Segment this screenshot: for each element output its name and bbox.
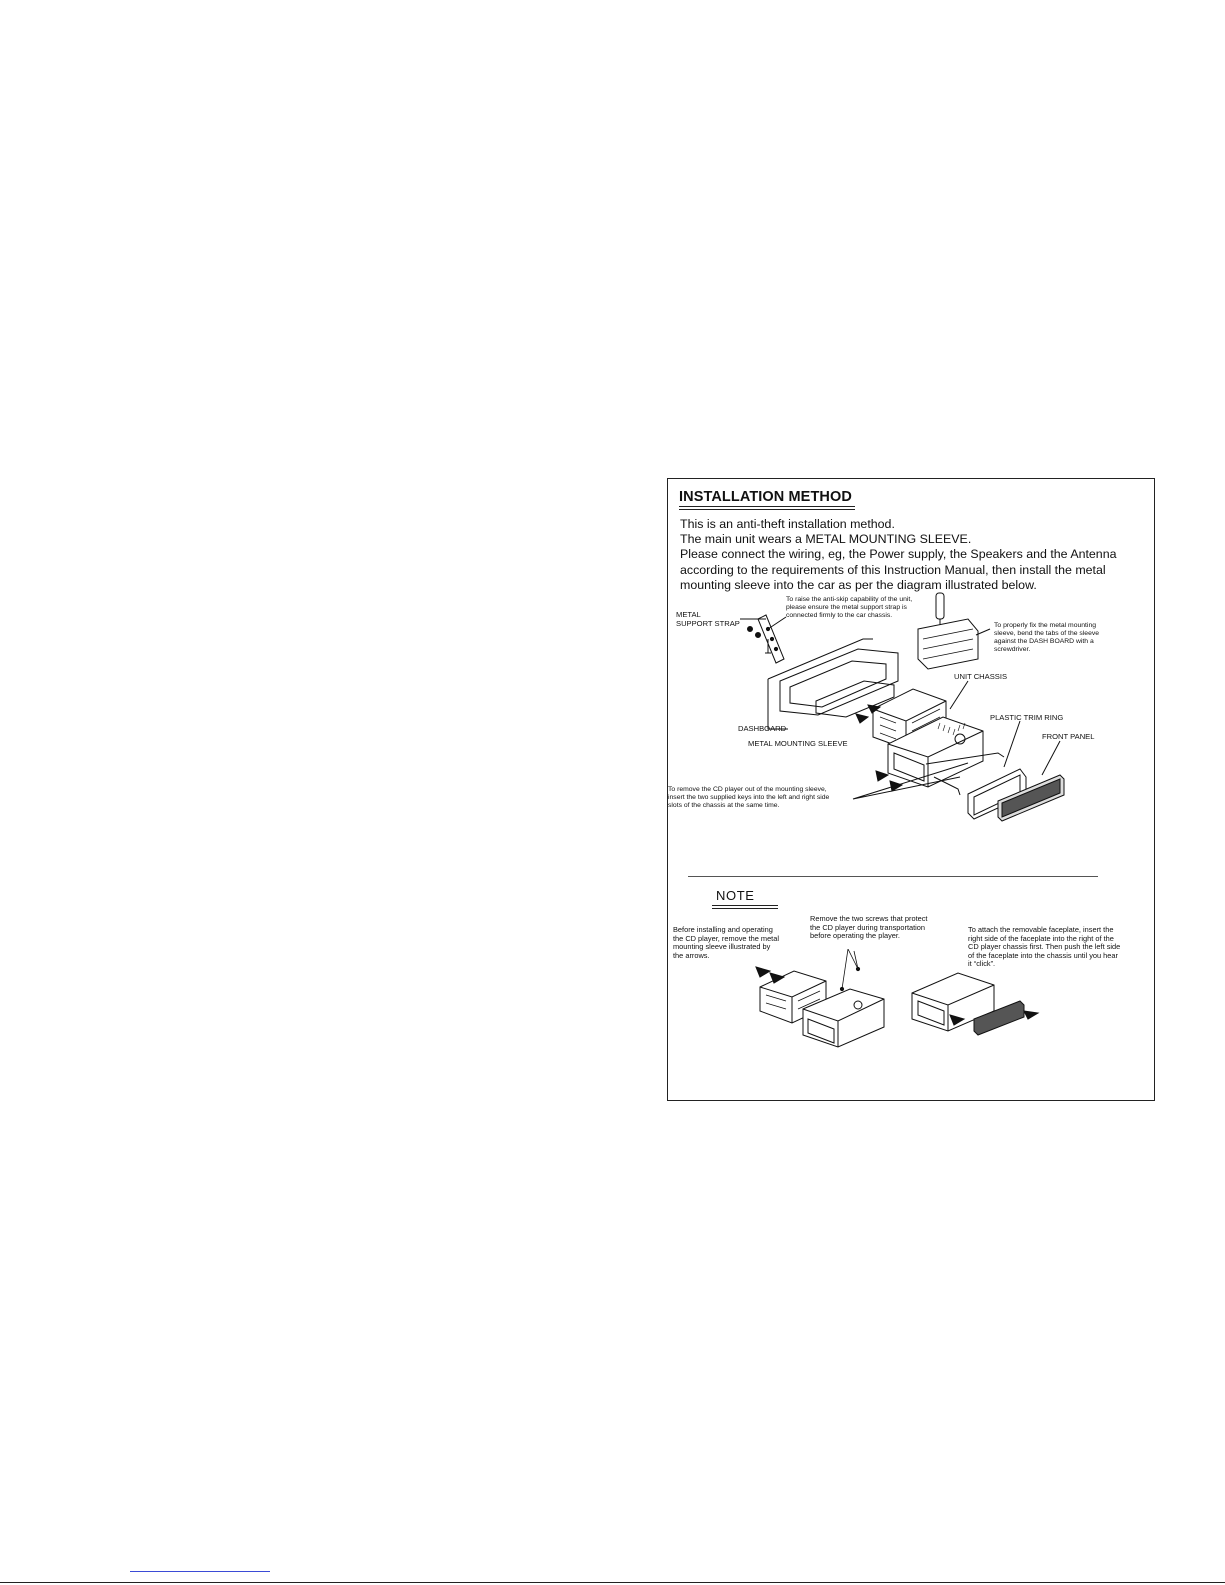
- note-column-2: [810, 915, 970, 941]
- installation-diagram: [668, 589, 1156, 839]
- note-1-line-1: Before installing and operating: [673, 925, 773, 934]
- label-metal-mounting-sleeve: METAL MOUNTING SLEEVE: [748, 739, 848, 748]
- intro-text: [680, 517, 1150, 593]
- note-faceplate-illustration: [912, 973, 1038, 1035]
- title-underline-2: [679, 509, 855, 510]
- footer-rule: [0, 1582, 1225, 1583]
- title-underline: [679, 506, 855, 507]
- note-2-line-1: Remove the two screws that protect: [810, 914, 928, 923]
- label-fix-sleeve-1: To properly fix the metal mounting: [994, 622, 1097, 629]
- section-divider: [688, 876, 1098, 877]
- note-3-line-3: CD player chassis first. Then push the left side: [968, 942, 1121, 952]
- note-2-line-2: the CD player during transportation: [810, 922, 926, 932]
- screwdriver-illustration: [918, 593, 978, 669]
- label-fix-sleeve-2: sleeve, bend the tabs of the sleeve: [994, 630, 1100, 637]
- label-remove-1: To remove the CD player out of the mounting sleeve,: [668, 786, 827, 793]
- label-anti-skip-1: To raise the anti-skip capability of the unit,: [786, 596, 913, 603]
- installation-panel: [667, 478, 1155, 1101]
- note-3-line-5: it “click”.: [968, 959, 996, 969]
- label-remove-3: slots of the chassis at the same time.: [668, 802, 780, 809]
- section-title: INSTALLATION METHOD: [679, 489, 852, 505]
- note-underline: [712, 905, 778, 906]
- note-1-line-3: mounting sleeve illustrated by: [673, 942, 771, 952]
- label-fix-sleeve-3: against the DASH BOARD with a: [994, 638, 1094, 645]
- footer-link-underline[interactable]: [130, 1571, 270, 1572]
- note-3-line-2: right side of the faceplate into the right of the: [968, 933, 1114, 943]
- label-front-panel: FRONT PANEL: [1042, 732, 1095, 741]
- label-anti-skip-3: connected firmly to the car chassis.: [786, 612, 893, 619]
- note-1-line-2: the CD player, remove the metal: [673, 933, 779, 943]
- intro-line-3: Please connect the wiring, eg, the Power supply, the Speakers and the Antenna according to the requirements of this Instruction Manual, then install the metal mounting sleeve into the car as per the diagram illustrated below.: [680, 547, 1117, 592]
- label-fix-sleeve-4: screwdriver.: [994, 646, 1031, 653]
- note-diagram: [668, 949, 1156, 1069]
- note-underline-2: [712, 908, 778, 909]
- label-dashboard: DASHBOARD: [738, 724, 787, 733]
- note-3-line-1: To attach the removable faceplate, insert the: [968, 925, 1114, 934]
- label-anti-skip-2: please ensure the metal support strap is: [786, 604, 907, 611]
- intro-line-2: The main unit wears a METAL MOUNTING SLEEVE.: [680, 532, 972, 547]
- note-2-line-3: before operating the player.: [810, 931, 900, 941]
- label-metal-support-strap-2: SUPPORT STRAP: [676, 619, 740, 628]
- note-3-line-4: of the faceplate into the chassis until you hear: [968, 950, 1118, 960]
- label-metal-support-strap-1: METAL: [676, 610, 701, 619]
- note-title: NOTE: [716, 888, 755, 903]
- label-plastic-trim-ring: PLASTIC TRIM RING: [990, 713, 1064, 722]
- label-unit-chassis: UNIT CHASSIS: [954, 672, 1008, 681]
- label-remove-2: insert the two supplied keys into the left and right side: [668, 794, 830, 801]
- note-1-line-4: the arrows.: [673, 950, 710, 960]
- intro-line-1: This is an anti-theft installation method.: [680, 517, 895, 531]
